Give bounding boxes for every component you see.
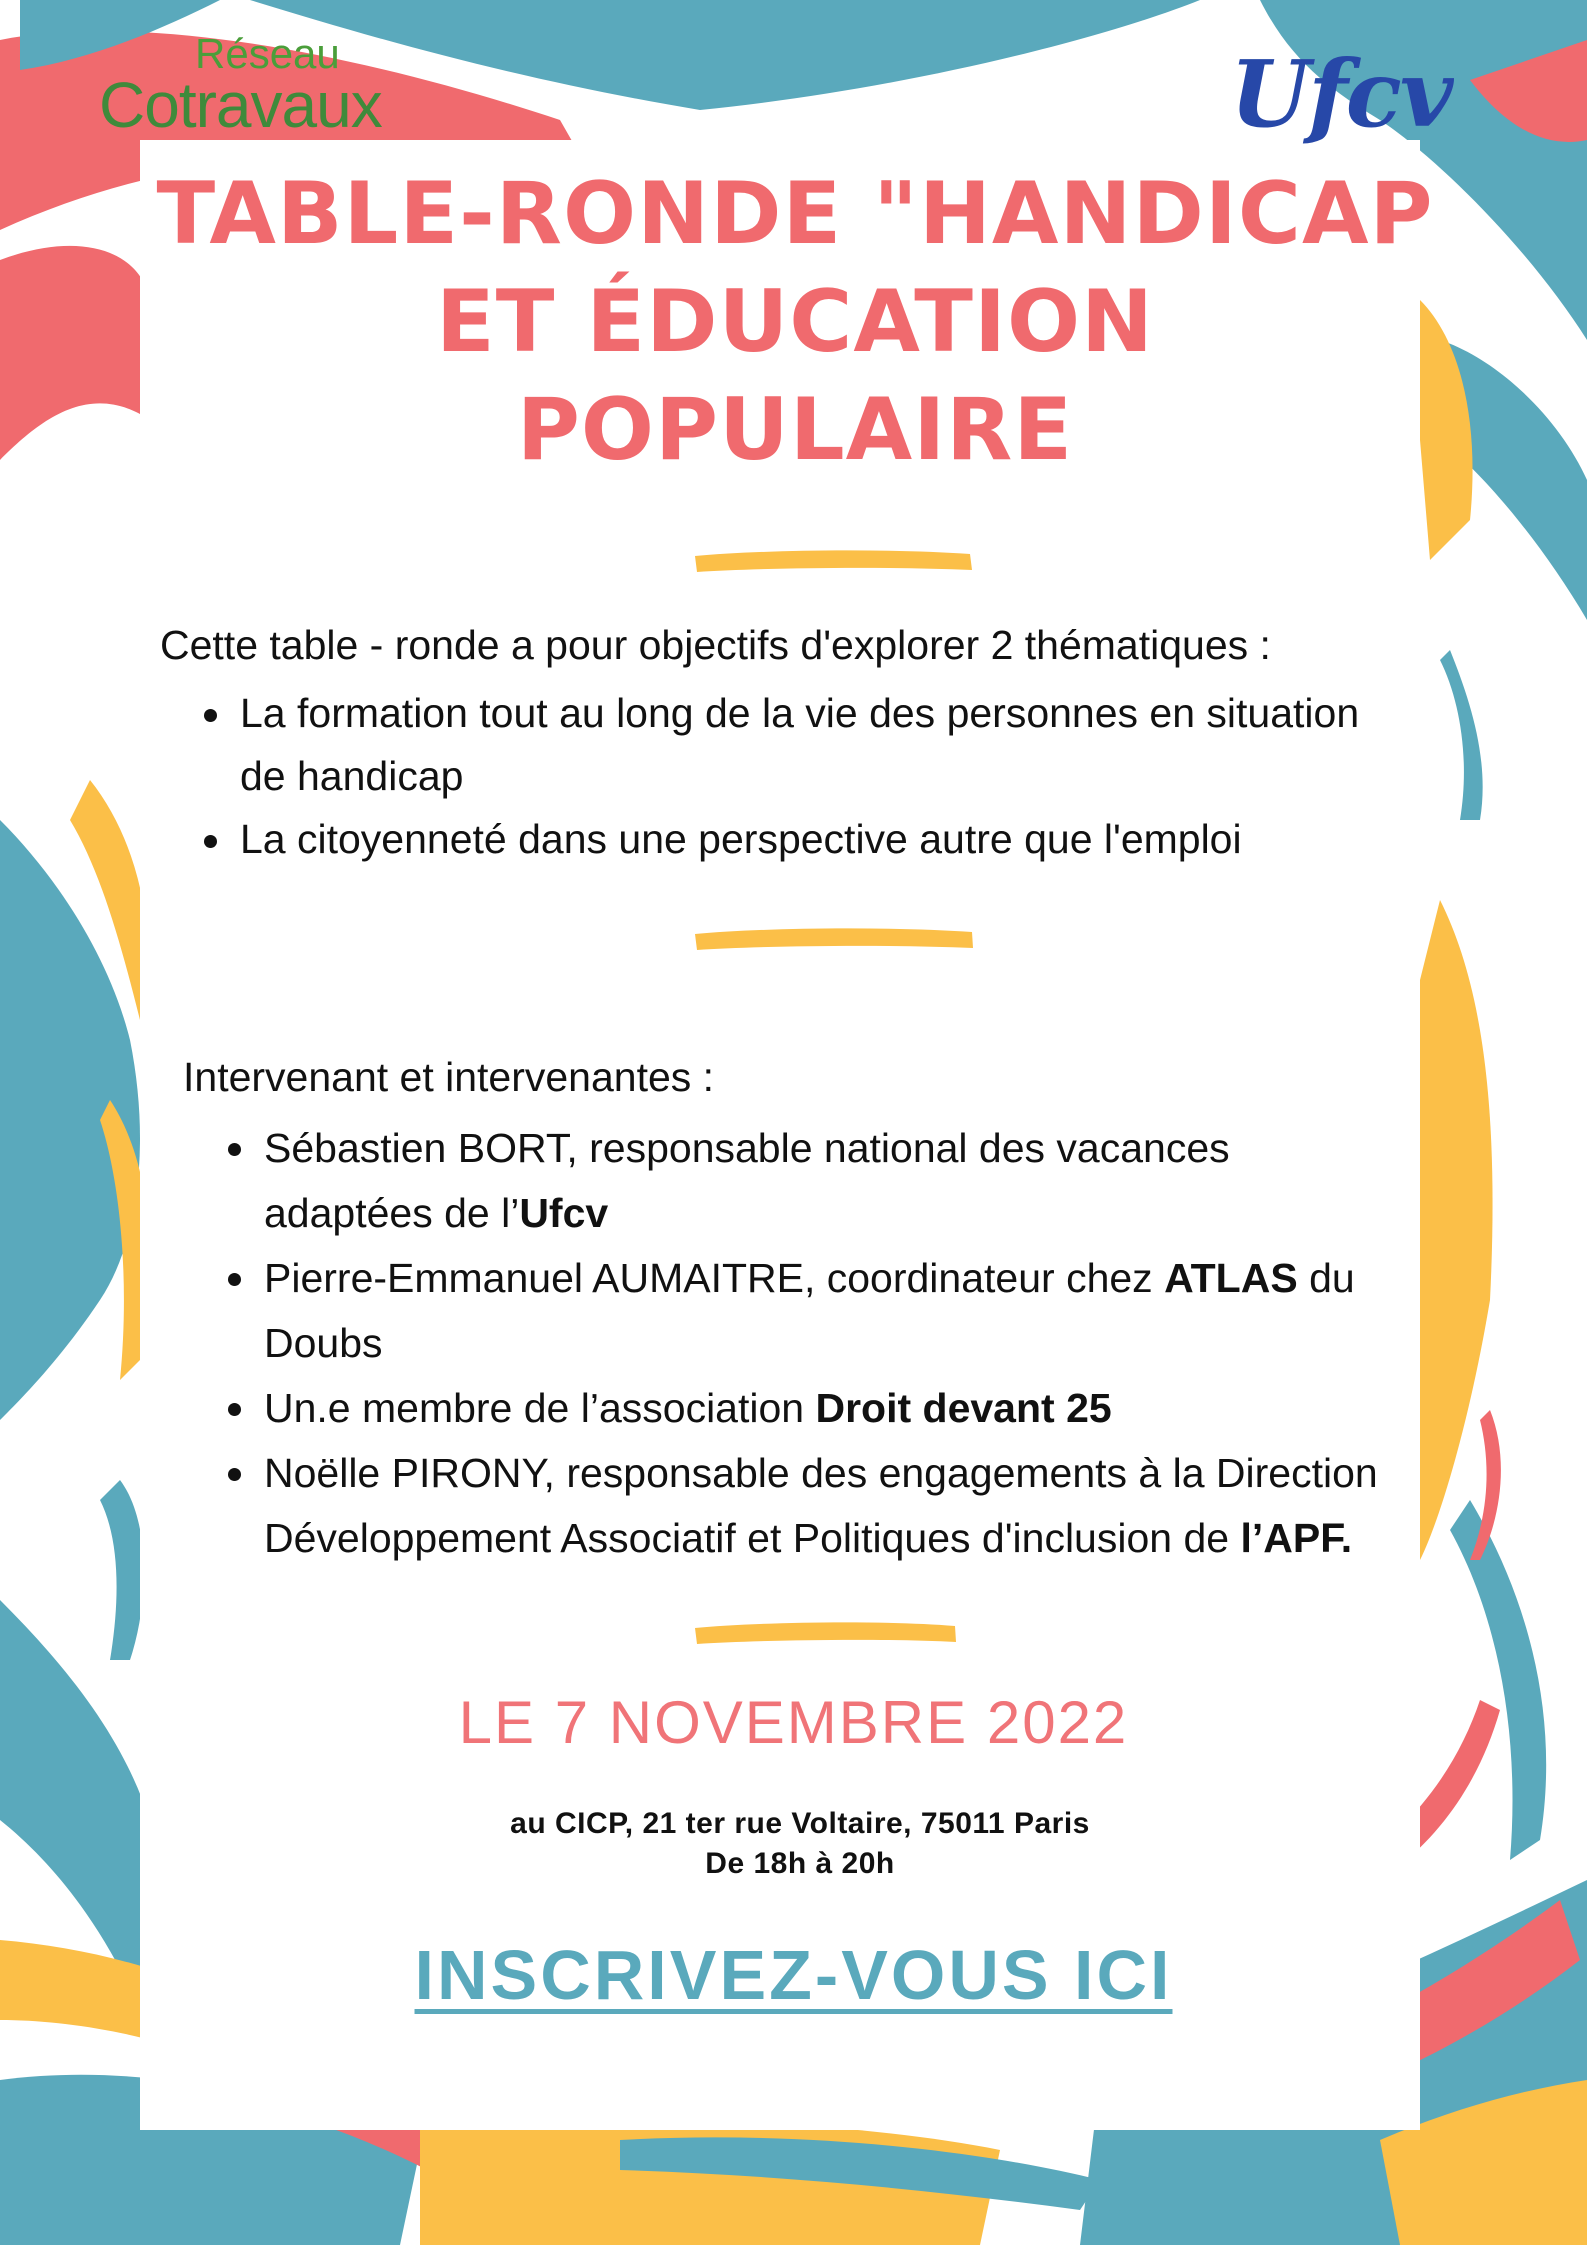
- cotravaux-logo: [95, 30, 385, 150]
- page-title: [150, 160, 1440, 484]
- venue-info: [220, 1804, 1380, 1884]
- title-line-2: ET ÉDUCATION POPULAIRE: [435, 272, 1155, 480]
- list-item: Pierre-Emmanuel AUMAITRE, coordinateur chez ATLAS du Doubs: [264, 1246, 1394, 1376]
- list-item: Sébastien BORT, responsable national des vacances adaptées de l’Ufcv: [264, 1116, 1394, 1246]
- list-item: Un.e membre de l’association Droit devant 25: [264, 1376, 1394, 1441]
- teal-stroke: [1440, 650, 1483, 820]
- teal-stroke: [1450, 1500, 1546, 1860]
- venue-time: De 18h à 20h: [705, 1847, 895, 1880]
- event-date: LE 7 NOVEMBRE 2022: [458, 1689, 1129, 1756]
- intro-text: Cette table - ronde a pour objectifs d'explorer 2 thématiques :: [160, 622, 1271, 668]
- speakers-heading: Intervenant et intervenantes :: [183, 1054, 715, 1100]
- ufcv-logo: [1220, 30, 1480, 150]
- list-item: La citoyenneté dans une perspective autre que l'emploi: [240, 808, 1390, 871]
- register-link[interactable]: INSCRIVEZ-VOUS ICI: [414, 1936, 1173, 2014]
- logo-ufcv-text: Ufcv: [1230, 40, 1452, 148]
- logo-cotravaux-text: Cotravaux: [99, 69, 382, 141]
- speakers-list: [264, 1116, 1394, 1571]
- title-line-1: TABLE-RONDE "HANDICAP: [156, 164, 1434, 264]
- themes-list: [240, 682, 1390, 871]
- venue-address: au CICP, 21 ter rue Voltaire, 75011 Paris: [510, 1807, 1090, 1840]
- logo-reseau-text: Réseau: [195, 30, 340, 77]
- coral-stroke: [0, 246, 150, 460]
- list-item: Noëlle PIRONY, responsable des engagements à la Direction Développement Associatif et Politiques d'inclusion de l’APF.: [264, 1441, 1394, 1571]
- yellow-stroke: [1420, 900, 1493, 1560]
- teal-stroke: [100, 1480, 144, 1660]
- list-item: La formation tout au long de la vie des personnes en situation de handicap: [240, 682, 1390, 808]
